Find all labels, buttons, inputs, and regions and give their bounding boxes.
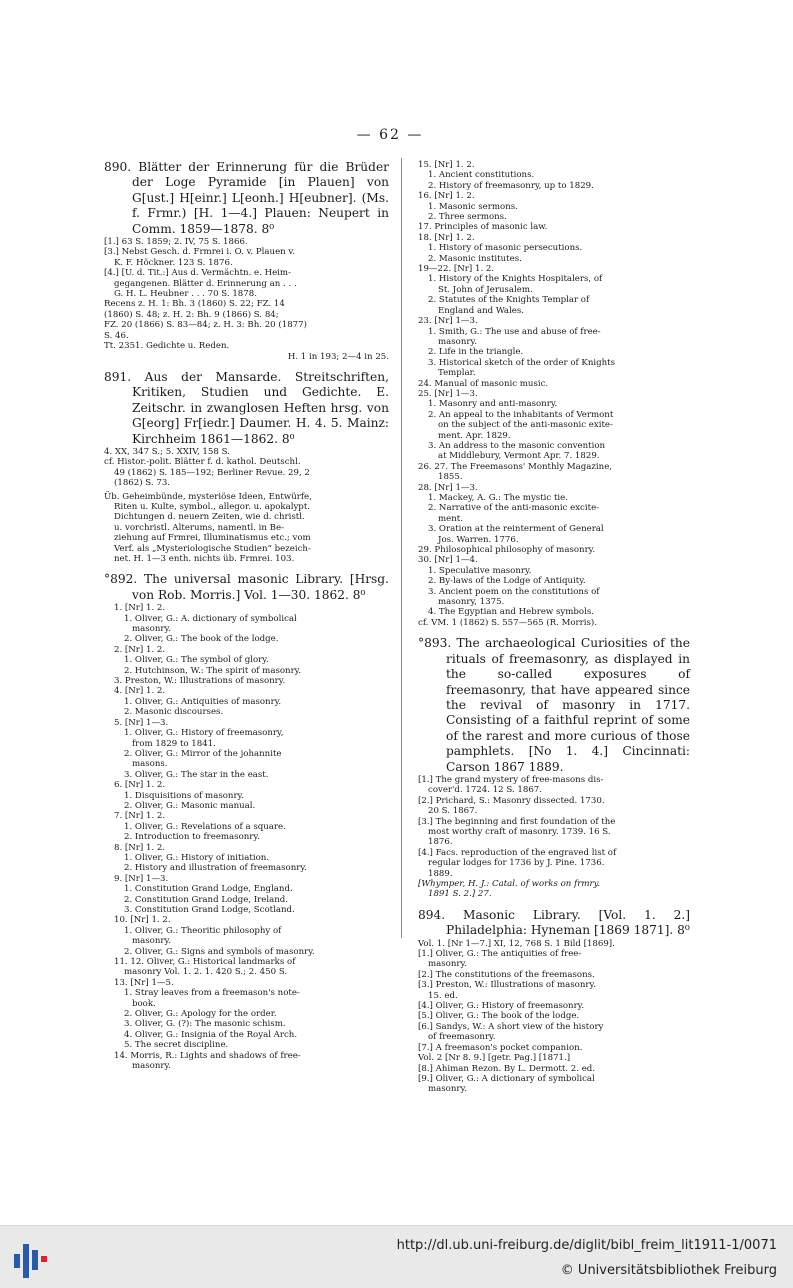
entry-893-line: [4.] Facs. reproduction of the engraved list of	[418, 847, 617, 858]
entry-892-cont-line: 2. An appeal to the inhabitants of Vermont	[428, 409, 614, 420]
entry-893-line: [2.] Prichard, S.: Masonry dissected. 1730.	[418, 795, 605, 806]
entry-894-line: Vol. 1. [Nr 1—7.] XI, 12, 768 S. 1 Bild [1869].	[418, 938, 615, 949]
left-column	[104, 160, 389, 1080]
entry-894-line: 15. ed.	[428, 990, 458, 1001]
entry-894	[418, 908, 690, 1095]
entry-892-cont-line: masonry, 1375.	[438, 597, 505, 608]
entry-892	[104, 572, 389, 1071]
entry-891-line: cf. Histor.-polit. Blätter f. d. kathol. Deutschl.	[104, 457, 301, 468]
entry-893-line: 1889.	[428, 868, 453, 879]
entry-892-cont-line: 26. 27. The Freemasons' Monthly Magazine,	[418, 461, 613, 472]
entry-892-line: 10. [Nr] 1. 2.	[114, 915, 171, 926]
entry-892-cont-line: masonry.	[438, 336, 477, 347]
entry-892-cont-line: 28. [Nr] 1—3.	[418, 482, 478, 493]
entry-892-line: 9. [Nr] 1—3.	[114, 873, 169, 884]
entry-893-line: 20 S. 1867.	[428, 806, 478, 817]
entry-891-line: Dichtungen d. neuern Zeiten, wie d. christl.	[114, 512, 305, 523]
entry-894-line: [9.] Oliver, G.: A dictionary of symbolical	[418, 1073, 595, 1084]
copyright-text: © Universitätsbibliothek Freiburg	[560, 1263, 777, 1278]
entry-892-line: 2. History and illustration of freemasonry.	[124, 863, 307, 874]
entry-894-line: [1.] Oliver, G.: The antiquities of free-	[418, 949, 582, 960]
entry-892-cont-line: 30. [Nr] 1—4.	[418, 555, 478, 566]
entry-892-line: 6. [Nr] 1. 2.	[114, 780, 166, 791]
entry-892-cont-line: 16. [Nr] 1. 2.	[418, 191, 475, 202]
right-column	[418, 160, 690, 1103]
entry-892-cont-line: 4. The Egyptian and Hebrew symbols.	[428, 607, 594, 618]
entry-893-title: °893. The archaeological Curiosities of the rituals of freemasonry, as displayed in the so-called exposures of freemasonry, that have appeared since the revival of masonry in 1717. Consisting of a faithful reprint of some of the rarest and more curious of those pamphlets. [No 1. 4.] Cincinnati: Carson 1867 1889.	[418, 636, 690, 774]
entry-892-cont-line: 25. [Nr] 1—3.	[418, 388, 478, 399]
entry-892-cont-line: 15. [Nr] 1. 2.	[418, 160, 475, 170]
entry-892-cont-line: 1. Ancient constitutions.	[428, 170, 535, 181]
entry-891-title: 891. Aus der Mansarde. Streitschriften, Kritiken, Studien und Gedichte. E. Zeitschr. in zwanglosen Heften hrsg. von G[eorg] Fr[iedr.] Daumer. H. 4. 5. Mainz: Kirchheim 1861—1862. 8⁰	[104, 369, 389, 446]
entry-892-cont-line: 1. Speculative masonry.	[428, 565, 532, 576]
entry-891-line: Riten u. Kulte, symbol., allegor. u. apokalypt.	[114, 501, 310, 512]
entry-890-title: 890. Blätter der Erinnerung für die Brüder der Loge Pyramide [in Plauen] von G[ust.] H[einr.] L[eonh.] H[eubner]. (Ms. f. Frmr.) [H. 1—4.] Plauen: Neupert in Comm. 1859—1878. 8⁰	[104, 160, 389, 236]
entry-892-line: 3. Oliver, G.: The star in the east.	[124, 769, 269, 780]
entry-893-line: 1876.	[428, 837, 453, 848]
entry-892-line: 1. Oliver, G.: Theoritic philosophy of	[124, 925, 282, 936]
entry-892-line: from 1829 to 1841.	[132, 738, 216, 749]
entry-892-line: 7. [Nr] 1. 2.	[114, 811, 166, 822]
entry-892-line: 2. Oliver, G.: Masonic manual.	[124, 800, 256, 811]
entry-894-line: masonry.	[428, 959, 467, 970]
entry-892-line: 8. [Nr] 1. 2.	[114, 842, 166, 853]
entry-890	[104, 160, 389, 362]
entry-892-line: 1. Stray leaves from a freemason's note-	[124, 988, 300, 999]
entry-891-line: u. vorchristl. Alterums, namentl. in Be-	[114, 522, 284, 533]
entry-891-line: net. H. 1—3 enth. nichts üb. Frmrei. 103.	[114, 554, 295, 564]
entry-892-line: 1. Oliver, G.: Antiquities of masonry.	[124, 696, 282, 707]
entry-890-line: [4.] [U. d. Tit.:] Aus d. Vermächtn. e. Heim-	[104, 268, 291, 279]
entry-890-line: Tt. 2351. Gedichte u. Reden.	[104, 341, 230, 352]
entry-892-cont-line: 2. Statutes of the Knights Templar of	[428, 295, 590, 306]
entry-890-line: H. 1 in 193; 2—4 in 25.	[287, 351, 389, 362]
entry-892-line: masonry Vol. 1. 2. 1. 420 S.; 2. 450 S.	[124, 967, 288, 978]
entry-892-line: 11. 12. Oliver, G.: Historical landmarks of	[114, 957, 296, 968]
entry-892-line: 4. Oliver, G.: Insignia of the Royal Arch.	[124, 1029, 298, 1040]
entry-891	[104, 370, 389, 565]
entry-892-cont-line: 29. Philosophical philosophy of masonry.	[418, 545, 596, 556]
entry-892-cont-line: 1. Mackey, A. G.: The mystic tie.	[428, 493, 568, 503]
entry-892-cont-line: 23. [Nr] 1—3.	[418, 316, 478, 327]
entry-892-line: 2. Oliver, G.: Signs and symbols of masonry.	[124, 946, 315, 957]
entry-890-line: [1.] 63 S. 1859; 2. IV, 75 S. 1866.	[104, 237, 248, 248]
entry-892-line: 2. Hutchinson, W.: The spirit of masonry.	[124, 665, 302, 676]
entry-891-line: (1862) S. 73.	[114, 478, 171, 489]
entry-892-line: 1. Oliver, G.: Revelations of a square.	[124, 821, 286, 832]
entry-892-line: 1. Constitution Grand Lodge, England.	[124, 884, 293, 895]
entry-894-line: [7.] A freemason's pocket companion.	[418, 1042, 583, 1053]
entry-892-cont-line: England and Wales.	[438, 305, 525, 316]
entry-892-cont-line: ment.	[438, 513, 463, 524]
entry-892-cont-line: 1. Masonry and anti-masonry.	[428, 399, 558, 410]
entry-892-cont-line: 24. Manual of masonic music.	[418, 378, 549, 389]
entry-892-cont-line: 1. History of masonic persecutions.	[428, 243, 583, 254]
entry-892-cont-line: cf. VM. 1 (1862) S. 557—565 (R. Morris).	[418, 617, 598, 628]
entry-892-cont-line: 2. Narrative of the anti-masonic excite-	[428, 503, 600, 514]
entry-892-line: 1. Oliver, G.: A. dictionary of symbolical	[124, 613, 297, 624]
entry-892-cont-line: 17. Principles of masonic law.	[418, 222, 548, 233]
entry-892-title: °892. The universal masonic Library. [Hrsg. von Rob. Morris.] Vol. 1—30. 1862. 8⁰	[104, 572, 389, 602]
entry-890-line: FZ. 20 (1866) S. 83—84; z. H. 3: Bh. 20 (1877)	[104, 320, 307, 331]
entry-892-cont-line: 1. Masonic sermons.	[428, 201, 518, 212]
entry-892-cont-line: 3. Ancient poem on the constitutions of	[428, 586, 600, 597]
entry-894-title: 894. Masonic Library. [Vol. 1. 2.] Philadelphia: Hyneman [1869 1871]. 8⁰	[418, 907, 690, 938]
entry-892-line: 2. Oliver, G.: Apology for the order.	[124, 1009, 277, 1020]
entry-892-cont-line: 19—22. [Nr] 1. 2.	[418, 264, 495, 275]
entry-892-line: masons.	[132, 759, 168, 770]
entry-892-line: 13. [Nr] 1—5.	[114, 977, 174, 988]
entry-892-line: 1. Disquisitions of masonry.	[124, 790, 245, 801]
entry-892-line: 1. [Nr] 1. 2.	[114, 603, 166, 614]
entry-892-cont-line: 1855.	[438, 472, 463, 483]
entry-892-line: masonry.	[132, 936, 171, 947]
entry-890-line: K. F. Höckner. 123 S. 1876.	[114, 257, 233, 268]
entry-890-line: S. 46.	[104, 330, 129, 341]
column-divider	[401, 158, 402, 938]
entry-893	[418, 636, 690, 900]
entry-892-line: 3. Oliver, G. (?): The masonic schism.	[124, 1019, 286, 1030]
entry-894-line: masonry.	[428, 1084, 467, 1095]
entry-892-line: masonry.	[132, 624, 171, 635]
entry-894-line: [4.] Oliver, G.: History of freemasonry.	[418, 1001, 585, 1012]
entry-892-line: 3. Constitution Grand Lodge, Scotland.	[124, 905, 295, 915]
entry-891-line: 49 (1862) S. 185—192; Berliner Revue. 29, 2	[114, 467, 310, 478]
entry-894-line: [2.] The constitutions of the freemasons.	[418, 969, 595, 980]
entry-892-cont-line: ment. Apr. 1829.	[438, 430, 511, 441]
entry-894-line: [3.] Preston, W.: Illustrations of masonry.	[418, 980, 596, 991]
entry-894-line: Vol. 2 [Nr 8. 9.] [getr. Pag.] [1871.]	[418, 1053, 571, 1064]
entry-890-line: Recens z. H. 1: Bh. 3 (1860) S. 22; FZ. 14	[104, 299, 285, 310]
entry-893-line: most worthy craft of masonry. 1739. 16 S.	[428, 826, 611, 837]
entry-890-line: G. H. L. Heubner . . . 70 S. 1878.	[114, 289, 257, 300]
entry-892-cont-line: on the subject of the anti-masonic exite-	[438, 420, 613, 431]
entry-892-cont-line: 3. Oration at the reinterment of General	[428, 524, 604, 535]
entry-892-continued	[418, 160, 690, 628]
entry-892-line: 2. Oliver, G.: The book of the lodge.	[124, 634, 279, 645]
entry-892-line: 2. Oliver, G.: Mirror of the johannite	[124, 748, 282, 759]
viewer-footer	[0, 1225, 793, 1288]
entry-891-line: Üb. Geheimbünde, mysteriöse Ideen, Entwürfe,	[104, 491, 312, 502]
entry-891-line: ziehung auf Frmrei, Illuminatismus etc.; vom	[114, 533, 311, 544]
library-logo-icon	[14, 1240, 48, 1278]
source-url-link[interactable]: http://dl.ub.uni-freiburg.de/diglit/bibl_freim_lit1911-1/0071	[396, 1238, 777, 1253]
entry-893-line: cover'd. 1724. 12 S. 1867.	[428, 785, 543, 796]
entry-892-cont-line: Templar.	[438, 368, 476, 379]
entry-892-line: book.	[132, 998, 156, 1009]
entry-890-line: (1860) S. 48; z. H. 2: Bh. 9 (1866) S. 84;	[104, 309, 279, 320]
entry-892-line: 4. [Nr] 1. 2.	[114, 686, 166, 697]
entry-893-line: [Whymper, H. J.: Catal. of works on frmry.	[418, 879, 601, 889]
entry-892-cont-line: 3. Historical sketch of the order of Knights	[428, 357, 616, 368]
entry-893-line: [1.] The grand mystery of free-masons dis-	[418, 774, 604, 785]
entry-892-line: 3. Preston, W.: Illustrations of masonry.	[114, 676, 286, 687]
entry-892-line: 5. The secret discipline.	[124, 1040, 229, 1051]
entry-892-cont-line: St. John of Jerusalem.	[438, 284, 533, 295]
entry-892-cont-line: 2. Masonic institutes.	[428, 253, 522, 264]
entry-894-line: [8.] Ahiman Rezon. By L. Dermott. 2. ed.	[418, 1063, 596, 1074]
entry-892-cont-line: 1. Smith, G.: The use and abuse of free-	[428, 326, 601, 337]
entry-892-cont-line: at Middlebury, Vermont Apr. 7. 1829.	[438, 451, 600, 462]
entry-891-line: Verf. als „Mysteriologische Studien“ bezeich-	[114, 543, 311, 554]
entry-892-line: 14. Morris, R.: Lights and shadows of free-	[114, 1050, 301, 1061]
entry-892-cont-line: 2. Life in the triangle.	[428, 347, 524, 358]
entry-892-line: 1. Oliver, G.: History of freemasonry,	[124, 728, 284, 739]
entry-894-line: [5.] Oliver, G.: The book of the lodge.	[418, 1011, 580, 1022]
entry-893-line: [3.] The beginning and first foundation of the	[418, 816, 616, 827]
entry-890-line: gegangenen. Blätter d. Erinnerung an . . .	[114, 278, 297, 289]
entry-891-line: 4. XX, 347 S.; 5. XXIV, 158 S.	[104, 446, 230, 457]
entry-892-cont-line: 2. By-laws of the Lodge of Antiquity.	[428, 576, 586, 587]
entry-894-line: of freemasonry.	[428, 1032, 496, 1043]
entry-892-line: 5. [Nr] 1—3.	[114, 717, 169, 728]
entry-892-cont-line: Jos. Warren. 1776.	[438, 534, 519, 545]
entry-892-cont-line: 2. Three sermons.	[428, 212, 507, 223]
entry-892-line: 1. Oliver, G.: The symbol of glory.	[124, 655, 269, 666]
entry-892-cont-line: 1. History of the Knights Hospitalers, of	[428, 274, 603, 285]
entry-890-line: [3.] Nebst Gesch. d. Frmrei i. O. v. Plauen v.	[104, 247, 295, 258]
entry-892-cont-line: 2. History of freemasonry, up to 1829.	[428, 180, 594, 191]
entry-892-line: 2. Constitution Grand Lodge, Ireland.	[124, 894, 288, 905]
entry-892-line: 2. Introduction to freemasonry.	[124, 832, 260, 843]
entry-894-line: [6.] Sandys, W.: A short view of the history	[418, 1021, 604, 1032]
entry-893-line: 1891 S. 2.] 27.	[428, 889, 492, 900]
entry-892-line: masonry.	[132, 1061, 171, 1072]
entry-892-line: 1. Oliver, G.: History of initiation.	[124, 852, 270, 863]
entry-892-cont-line: 3. An address to the masonic convention	[428, 440, 606, 451]
entry-893-line: regular lodges for 1736 by J. Pine. 1736.	[428, 858, 605, 869]
entry-892-line: 2. [Nr] 1. 2.	[114, 644, 166, 655]
entry-892-cont-line: 18. [Nr] 1. 2.	[418, 232, 475, 243]
entry-892-line: 2. Masonic discourses.	[124, 707, 224, 718]
page-number: — 62 —	[356, 127, 424, 143]
